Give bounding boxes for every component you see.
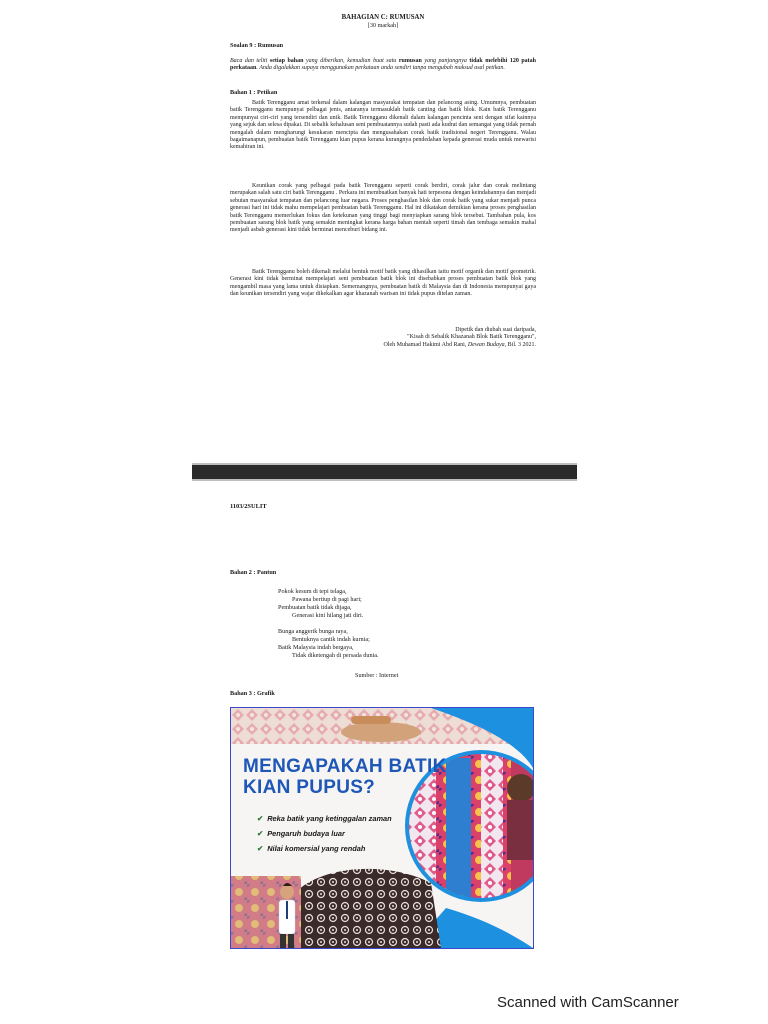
- pantun-line: Pembuatan batik tidak dijaga,: [278, 604, 352, 611]
- bahan3-label: Bahan 3 : Grafik: [230, 690, 275, 697]
- paragraph-2: Keunikan corak yang pelbagai pada batik Terengganu seperti corak berdiri, corak jalur dan corak melintang merupakan salah satu ciri batik Terengganu . Perkara ini membuatkan banyak hati terpesona dengan keindahannya dan menjadi sebutan masyarakat tempatan dan pelancong luar negara. Proses penghasilan blok dan corak batik yang sukar menjadi punca generasi hari ini tidak mahu mempelajari pembuatan batik Terengganu. Hal ini dikatakan demikian kerana proses penghasilan batik Terengganu memerlukan fokus dan ketekunan yang tinggi bagi menyiapkan sarang blok tersebut. Tambahan pula, kos pembuatan sarang blok batik yang semakin meningkat kerana harga bahan mentah seperti timah dan tembaga semakin mahal menjadi asbab generasi kini tidak berminat menceburi bidang ini.: [230, 183, 536, 234]
- instruction-text: . Anda digalakkan supaya menggunakan perkataan anda sendiri tanpa mengubah maksud asal petikan.: [256, 65, 505, 72]
- pantun-stanza-2: [278, 628, 379, 660]
- source-publication: Dewan Budaya: [467, 341, 505, 348]
- pantun-line: Bunga anggerik bunga raya,: [278, 628, 348, 635]
- source-issue: , Bil. 3 2021.: [504, 341, 536, 348]
- pantun-line: Batik Malaysia indah bergaya,: [278, 644, 354, 651]
- infographic-point: [257, 811, 392, 826]
- source-citation: [300, 327, 536, 349]
- pantun-line: Generasi kini hilang jati diri.: [292, 612, 364, 619]
- paragraph-3: Batik Terengganu boleh dikenali melalui bentuk motif batik yang dihasilkan iaitu motif organik dan motif geometrik. Generasi kini tidak berminat mempelajari seni pembuatan batik blok ini disebabkan proses pembuatan batik blok yang mengambil masa yang lama untuk disiapkan. Sememangnya, pembuatan batik di Malaysia dan di Indonesia mempunyai gaya dan keunikan tersendiri yang wajar dikekalkan agar khazanah warisan ini tidak pupus ditelan zaman.: [230, 269, 536, 298]
- infographic-points: [257, 811, 392, 856]
- batik-infographic: [230, 707, 534, 949]
- page-divider: [192, 465, 577, 479]
- instruction-text: yang panjangnya: [421, 58, 470, 64]
- pantun-line: Tidak diketengah di persada dunia.: [292, 652, 379, 659]
- bahan2-label: Bahan 2 : Pantun: [230, 569, 277, 576]
- section-title: BAHAGIAN C: RUMUSAN: [341, 14, 425, 21]
- check-icon: ✔: [257, 829, 264, 838]
- question-label: Soalan 9 : Rumusan: [230, 42, 284, 49]
- paragraph-1: Batik Terengganu amat terkenal dalam kalangan masyarakat tempatan dan pelancong asing. Umumnya, pembuatan batik Terengganu mempunyai pelbagai jenis, antaranya termasuklah batik canting dan batik blok. Kain batik Terengganu mempunyai ciri-ciri yang tersendiri dan unik. Batik Terengganu dikenali dalam kalangan pencinta seni dengan sifat kainnya yang sejuk dan selesa dipakai. Di sebalik kehalusan seni pembuatannya sudah pasti ada kudrat dan semangat yang tidak pernah mengalah dalam mengharungi kesukaran mencipta dan mengusahakan corak batik tradisional negeri Terengganu. Walau bagaimanapun, pembuatan batik Terengganu kian pupus kerana kurangnya pendedahan kepada generasi muda untuk mewarisi kemahiran ini.: [230, 100, 536, 151]
- source-author: Oleh Muhamad Hakimi Abd Rani,: [383, 341, 468, 348]
- camscanner-watermark: Scanned with CamScanner: [497, 994, 679, 1011]
- instruction-text: Baca dan teliti: [230, 58, 270, 64]
- pantun-source: Sumber : Internet: [355, 672, 399, 679]
- instruction-bold: tidak melebihi 120 patah perkataan: [230, 58, 537, 72]
- point-text: Pengaruh budaya luar: [267, 829, 345, 838]
- point-text: Reka batik yang ketinggalan zaman: [267, 814, 392, 823]
- instruction-bold: setiap bahan: [269, 58, 304, 64]
- instruction-bold: rumusan: [398, 58, 422, 64]
- point-text: Nilai komersial yang rendah: [267, 844, 366, 853]
- instructions: [230, 58, 536, 73]
- check-icon: ✔: [257, 844, 264, 853]
- instruction-text: yang diberikan, kemudian buat satu: [303, 58, 399, 64]
- infographic-point: [257, 826, 392, 841]
- source-line: "Kisah di Sebalik Khazanah Blok Batik Terengganu",: [407, 334, 536, 341]
- marks-text: [30 markah]: [367, 22, 399, 29]
- bahan1-label: Bahan 1 : Petikan: [230, 89, 278, 96]
- pantun-line: Pawana bertiup di pagi hari;: [292, 596, 362, 603]
- infographic-title: [243, 756, 447, 798]
- marks-label: [230, 22, 536, 29]
- pantun-line: Pokok kesum di tepi telaga,: [278, 588, 347, 595]
- check-icon: ✔: [257, 814, 264, 823]
- infographic-title-line: KIAN PUPUS?: [243, 777, 376, 798]
- source-line: Dipetik dan diubah suai daripada,: [455, 327, 536, 333]
- infographic-title-line: MENGAPAKAH BATIK: [243, 756, 447, 777]
- infographic-point: [257, 841, 392, 856]
- pantun-line: Bentuknya cantik indah kurnia;: [292, 636, 370, 643]
- source-line: [300, 342, 536, 349]
- pantun-stanza-1: [278, 588, 363, 620]
- page-header-code: 1103/2SULIT: [230, 503, 267, 510]
